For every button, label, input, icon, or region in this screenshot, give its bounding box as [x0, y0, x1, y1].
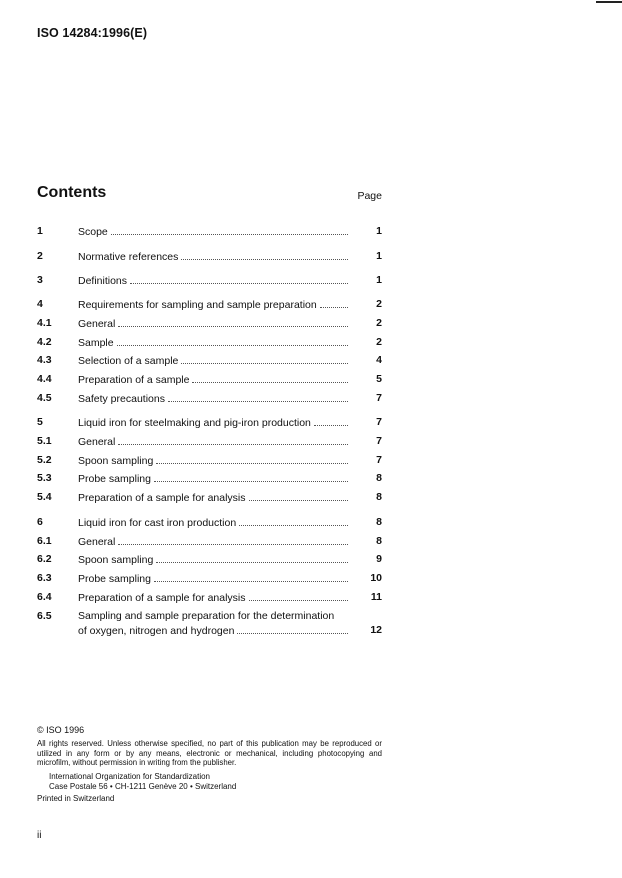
toc-entry-page: 7 — [376, 435, 382, 447]
dot-leader — [181, 354, 348, 364]
toc-entry-title: Liquid iron for steelmaking and pig-iron production — [78, 417, 311, 429]
dot-leader — [237, 624, 348, 634]
toc-entry-page: 1 — [376, 225, 382, 237]
corner-mark — [596, 1, 622, 3]
toc-entry-number: 6.2 — [37, 553, 52, 565]
dot-leader — [118, 535, 348, 545]
toc-entry-title: Scope — [78, 226, 108, 238]
toc-entry-title: Probe sampling — [78, 473, 151, 485]
toc-entry-page: 8 — [376, 491, 382, 503]
toc-entry-title: Sample — [78, 337, 114, 349]
toc-entry-number: 5.2 — [37, 454, 52, 466]
toc-entry-title: Preparation of a sample for analysis — [78, 592, 246, 604]
toc-entry-title: Liquid iron for cast iron production — [78, 517, 237, 529]
toc-entry-page: 4 — [376, 354, 382, 366]
toc-entry-title: Spoon sampling — [78, 554, 154, 566]
toc-entry-page: 7 — [376, 392, 382, 404]
dot-leader — [156, 553, 348, 563]
toc-entry-page: 9 — [376, 553, 382, 565]
dot-leader — [117, 336, 348, 346]
organization-name: International Organization for Standardization — [49, 772, 210, 781]
toc-entry-page: 2 — [376, 336, 382, 348]
contents-title: Contents — [37, 184, 107, 201]
toc-entry-number: 1 — [37, 225, 43, 237]
organization-block — [49, 772, 236, 791]
printed-location: Printed in Switzerland — [37, 794, 115, 803]
toc-entry-number: 5.3 — [37, 472, 52, 484]
toc-entry-title: Safety precautions — [78, 393, 165, 405]
page-column-label: Page — [357, 190, 382, 202]
dot-leader — [192, 373, 348, 383]
toc-entry-page: 12 — [370, 624, 382, 636]
toc-entry-page: 1 — [376, 250, 382, 262]
toc-entry-page: 8 — [376, 472, 382, 484]
toc-entry-number: 2 — [37, 250, 43, 262]
toc-entry-page: 7 — [376, 416, 382, 428]
dot-leader — [156, 454, 348, 464]
dot-leader — [118, 317, 348, 327]
toc-entry-title: General — [78, 536, 116, 548]
toc-entry-page: 2 — [376, 298, 382, 310]
dot-leader — [111, 225, 348, 235]
toc-entry-number: 5.4 — [37, 491, 52, 503]
toc-entry-page: 1 — [376, 274, 382, 286]
toc-entry-page: 7 — [376, 454, 382, 466]
toc-entry-number: 4 — [37, 298, 43, 310]
toc-entry-title: General — [78, 436, 116, 448]
toc-entry-number: 3 — [37, 274, 43, 286]
toc-entry-number: 6.3 — [37, 572, 52, 584]
toc-entry-number: 4.1 — [37, 317, 52, 329]
toc-entry-title: Selection of a sample — [78, 355, 179, 367]
standard-id-header: ISO 14284:1996(E) — [37, 26, 148, 40]
page-folio: ii — [37, 830, 42, 841]
dot-leader — [249, 491, 348, 501]
toc-entry-page: 11 — [370, 591, 382, 603]
toc-entry-title: Definitions — [78, 275, 128, 287]
toc-entry-number: 6 — [37, 516, 43, 528]
toc-entry-number: 6.1 — [37, 535, 52, 547]
toc-entry-number: 4.3 — [37, 354, 52, 366]
toc-entry-number: 5 — [37, 416, 43, 428]
dot-leader — [239, 516, 348, 526]
dot-leader — [249, 591, 348, 601]
toc-entry-title: Preparation of a sample — [78, 374, 190, 386]
dot-leader — [320, 298, 348, 308]
dot-leader — [168, 392, 348, 402]
toc-entry-number: 4.4 — [37, 373, 52, 385]
toc-entry-title: Preparation of a sample for analysis — [78, 492, 246, 504]
toc-entry-page: 8 — [376, 535, 382, 547]
dot-leader — [154, 572, 348, 582]
toc-entry-page: 2 — [376, 317, 382, 329]
toc-entry-number: 4.5 — [37, 392, 52, 404]
toc-entry-title: Probe sampling — [78, 573, 151, 585]
toc-entry-number: 6.4 — [37, 591, 52, 603]
dot-leader — [181, 250, 348, 260]
dot-leader — [118, 435, 348, 445]
toc-entry-number: 5.1 — [37, 435, 52, 447]
toc-entry-page: 10 — [370, 572, 382, 584]
toc-entry-title: Requirements for sampling and sample preparation — [78, 299, 317, 311]
toc-entry-title-continued: of oxygen, nitrogen and hydrogen — [78, 625, 235, 637]
dot-leader — [154, 472, 348, 482]
toc-entry-title: Normative references — [78, 251, 179, 263]
toc-entry-number: 6.5 — [37, 610, 52, 622]
toc-entry-title: Spoon sampling — [78, 455, 154, 467]
toc-entry-title: General — [78, 318, 116, 330]
copyright-notice: © ISO 1996 — [37, 725, 85, 735]
organization-address: Case Postale 56 • CH-1211 Genève 20 • Switzerland — [49, 781, 237, 791]
toc-entry-page: 8 — [376, 516, 382, 528]
toc-entry-page: 5 — [376, 373, 382, 385]
toc-entry-title: Sampling and sample preparation for the determination — [78, 610, 335, 622]
toc-entry-number: 4.2 — [37, 336, 52, 348]
dot-leader — [314, 416, 348, 426]
dot-leader — [130, 274, 348, 284]
rights-statement: All rights reserved. Unless otherwise specified, no part of this publication may be reproduced or utilized in any form or by any means, electronic or mechanical, including photocopying and microfilm, without permission in writing from the publisher. — [37, 739, 382, 768]
